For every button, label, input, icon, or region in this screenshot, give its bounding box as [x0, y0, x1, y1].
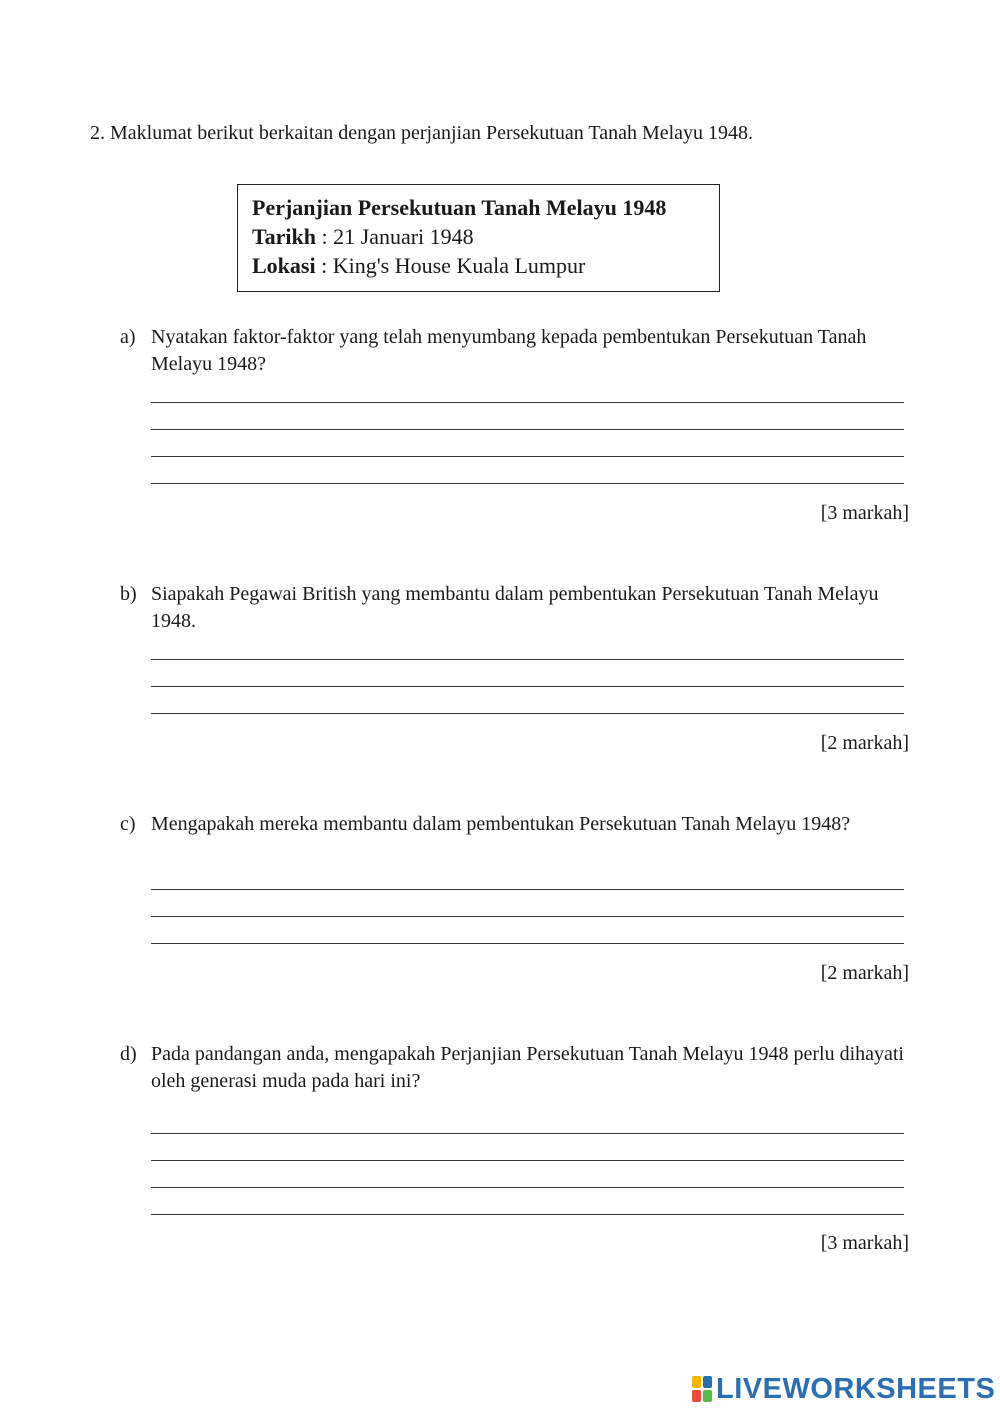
- question-text: Pada pandangan anda, mengapakah Perjanjian Persekutuan Tanah Melayu 1948 perlu dihayati oleh generasi muda pada hari ini?: [151, 1043, 904, 1092]
- answer-line[interactable]: [151, 943, 904, 944]
- answer-line[interactable]: [151, 686, 904, 687]
- question-intro: 2. Maklumat berikut berkaitan dengan perjanjian Persekutuan Tanah Melayu 1948.: [90, 122, 754, 144]
- answer-line[interactable]: [151, 1187, 904, 1188]
- answer-line[interactable]: [151, 1133, 904, 1134]
- question-letter: d): [120, 1043, 137, 1065]
- brand-name: LIVEWORKSHEETS: [716, 1372, 996, 1405]
- answer-line[interactable]: [151, 402, 904, 403]
- liveworksheets-logo-icon: [692, 1376, 712, 1402]
- question-text: Nyatakan faktor-faktor yang telah menyumbang kepada pembentukan Persekutuan Tanah Melayu 1948?: [151, 326, 867, 375]
- answer-line[interactable]: [151, 483, 904, 484]
- question-a: [120, 324, 910, 378]
- marks-label: [3 markah]: [820, 1232, 909, 1254]
- question-text: Mengapakah mereka membantu dalam pembentukan Persekutuan Tanah Melayu 1948?: [151, 813, 851, 835]
- answer-line[interactable]: [151, 456, 904, 457]
- info-box-title: Perjanjian Persekutuan Tanah Melayu 1948: [252, 195, 667, 220]
- answer-line[interactable]: [151, 1214, 904, 1215]
- answer-line[interactable]: [151, 713, 904, 714]
- question-b: [120, 581, 910, 635]
- marks-label: [3 markah]: [820, 502, 909, 524]
- marks-label: [2 markah]: [820, 732, 909, 754]
- info-box: [237, 184, 720, 292]
- answer-line[interactable]: [151, 889, 904, 890]
- answer-line[interactable]: [151, 916, 904, 917]
- info-box-location: Lokasi : King's House Kuala Lumpur: [252, 253, 586, 278]
- question-text: Siapakah Pegawai British yang membantu dalam pembentukan Persekutuan Tanah Melayu 1948.: [151, 583, 879, 632]
- answer-line[interactable]: [151, 1160, 904, 1161]
- info-box-date: Tarikh : 21 Januari 1948: [252, 224, 474, 249]
- question-c: [120, 811, 910, 838]
- question-letter: b): [120, 583, 137, 605]
- question-letter: a): [120, 326, 136, 348]
- question-letter: c): [120, 813, 136, 835]
- answer-line[interactable]: [151, 429, 904, 430]
- question-d: [120, 1041, 910, 1095]
- answer-line[interactable]: [151, 659, 904, 660]
- marks-label: [2 markah]: [820, 962, 909, 984]
- liveworksheets-logo: [692, 1374, 995, 1404]
